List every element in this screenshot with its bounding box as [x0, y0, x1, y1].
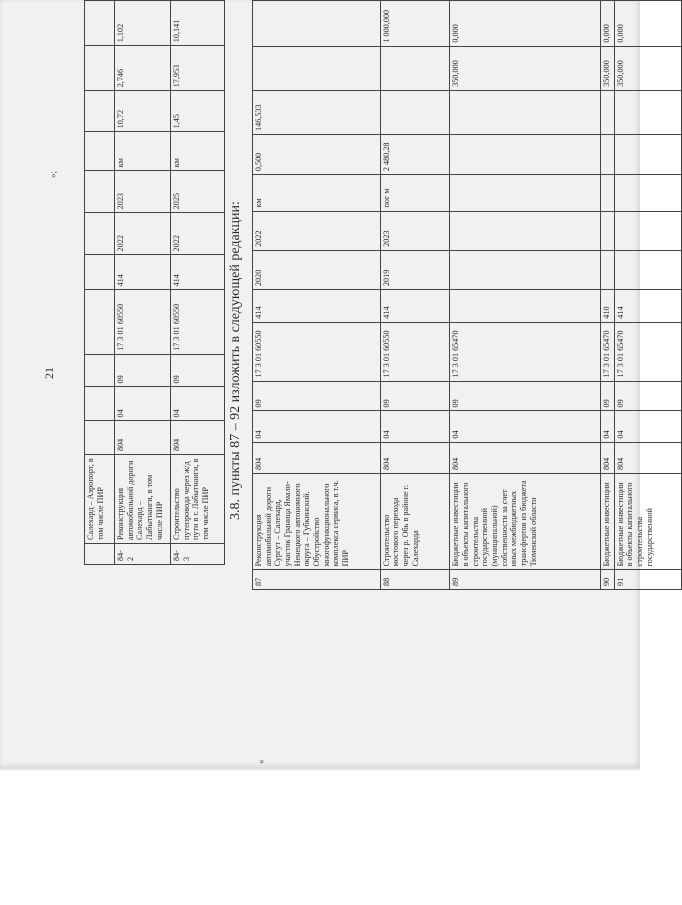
cell-c1: 804 [380, 442, 450, 473]
cell-c1: 804 [171, 421, 225, 455]
cell-v1: 146,533 [253, 90, 381, 134]
cell-c5: 414 [380, 290, 450, 323]
cell-c4: 17 3 01 60550 [171, 290, 225, 354]
cell-c2: 04 [380, 411, 450, 442]
cell-name: Строительство путепровода через ж/д пути в г. Лабытнанги, в том числе ПИР [171, 455, 225, 544]
cell-qty [450, 134, 600, 174]
cell-qty: 0,500 [253, 134, 381, 174]
table-row [253, 1, 381, 590]
cell-c5: 414 [171, 255, 225, 290]
cell-y2 [614, 211, 681, 250]
table-main [252, 0, 682, 590]
cell-c3: 09 [253, 381, 381, 411]
cell-v2 [380, 46, 450, 90]
cell-y2: 2025 [171, 171, 225, 213]
cell-c5 [85, 255, 115, 290]
cell-num: 91 [614, 570, 681, 590]
table-row [600, 1, 614, 590]
cell-c1: 804 [450, 442, 600, 473]
cell-unit: км [115, 132, 171, 171]
cell-c1: 804 [614, 442, 681, 473]
cell-num [85, 543, 115, 564]
cell-num: 88 [380, 570, 450, 590]
cell-num: 84-3 [171, 543, 225, 564]
cell-v2: 1,102 [115, 1, 171, 46]
cell-c3: 09 [600, 381, 614, 411]
cell-unit: км [171, 132, 225, 171]
cell-c4: 17 3 01 60550 [253, 322, 381, 381]
cell-unit: км [253, 175, 381, 211]
cell-v2: 350,000 [450, 46, 600, 90]
cell-name: Реконструкция автомобильной дороги Сургут – Салехард, участок Граница Ямало-Ненецкого автономного округа – Губкинский. Обустройство многофункционального комплекса сервиса, в т.ч. ПИР [253, 474, 381, 570]
cell-c1: 804 [115, 421, 171, 455]
cell-unit [614, 175, 681, 211]
cell-c2: 04 [450, 411, 600, 442]
cell-y1: 2022 [171, 213, 225, 255]
cell-num: 90 [600, 570, 614, 590]
cell-y1 [450, 250, 600, 289]
cell-unit [600, 175, 614, 211]
cell-v3: 1 000,000 [380, 1, 450, 47]
cell-v2 [253, 46, 381, 90]
cell-c2: 04 [253, 411, 381, 442]
cell-c4: 17 3 01 60550 [115, 290, 171, 354]
table-row [85, 1, 115, 565]
table-top [84, 0, 225, 565]
cell-c4: 17 3 01 65470 [614, 322, 681, 381]
cell-c1: 804 [253, 442, 381, 473]
cell-c3 [85, 354, 115, 387]
cell-v2: 350,000 [600, 46, 614, 90]
cell-y1 [600, 250, 614, 289]
cell-v1: 2,746 [115, 46, 171, 91]
cell-c4 [85, 290, 115, 354]
cell-c5: 414 [614, 290, 681, 323]
cell-name: Бюджетные инвестиции в объекты капитального строительства государственной [614, 474, 681, 570]
closing-quote-mark: »; [48, 170, 58, 178]
cell-v1 [600, 90, 614, 134]
cell-v1: 17,953 [171, 46, 225, 91]
table-row [380, 1, 450, 590]
cell-c2: 04 [600, 411, 614, 442]
cell-c2: 04 [614, 411, 681, 442]
cell-y2 [85, 171, 115, 213]
cell-v2: 10,141 [171, 1, 225, 46]
cell-c4: 17 3 01 65470 [600, 322, 614, 381]
cell-name: Строительство мостового перехода через р. Обь в районе г. Салехарда [380, 474, 450, 570]
cell-qty [600, 134, 614, 174]
cell-c2: 04 [171, 387, 225, 421]
cell-c3: 09 [614, 381, 681, 411]
cell-c2 [85, 387, 115, 421]
cell-unit [450, 175, 600, 211]
cell-y2: 2023 [115, 171, 171, 213]
cell-qty [85, 91, 115, 132]
cell-y2 [450, 211, 600, 250]
cell-y2 [600, 211, 614, 250]
cell-y1 [85, 213, 115, 255]
cell-v2: 350,000 [614, 46, 681, 90]
cell-c3: 09 [171, 354, 225, 387]
table-row [450, 1, 600, 590]
cell-y2: 2023 [380, 211, 450, 250]
table-row [115, 1, 171, 565]
cell-name: Салехард – Аэропорт, в том числе ПИР [85, 455, 115, 544]
cell-v3: 0,000 [450, 1, 600, 47]
opening-quote-mark: « [256, 759, 266, 764]
cell-v1 [450, 90, 600, 134]
cell-v3 [253, 1, 381, 47]
cell-y2: 2022 [253, 211, 381, 250]
cell-v3: 0,000 [614, 1, 681, 47]
cell-num: 87 [253, 570, 381, 590]
section-heading: 3.8. пункты 87 – 92 изложить в следующей редакции: [228, 201, 243, 520]
cell-v1 [380, 90, 450, 134]
cell-v1 [614, 90, 681, 134]
cell-unit: пог м [380, 175, 450, 211]
cell-unit [85, 132, 115, 171]
cell-c4: 17 3 01 60550 [380, 322, 450, 381]
cell-c3: 09 [450, 381, 600, 411]
cell-y1: 2022 [115, 213, 171, 255]
table-row [171, 1, 225, 565]
cell-c5: 414 [115, 255, 171, 290]
table-row [614, 1, 681, 590]
cell-c5: 410 [600, 290, 614, 323]
cell-qty: 10,72 [115, 91, 171, 132]
cell-c4: 17 3 01 65470 [450, 322, 600, 381]
cell-c3: 09 [115, 354, 171, 387]
cell-v1 [85, 46, 115, 91]
cell-c5 [450, 290, 600, 323]
cell-c1 [85, 421, 115, 455]
cell-num: 84-2 [115, 543, 171, 564]
cell-num: 89 [450, 570, 600, 590]
cell-name: Бюджетные инвестиции [600, 474, 614, 570]
cell-v2 [85, 1, 115, 46]
cell-name: Реконструкция автомобильной дороги Салехард – Лабытнанги, в том числе ПИР [115, 455, 171, 544]
cell-y1: 2019 [380, 250, 450, 289]
page-number: 21 [42, 367, 56, 379]
cell-name: Бюджетные инвестиции в объекты капитального строительства государственной (муниципальной) собственности за счет иных межбюджетных трансфертов из бюджета Тюменской области [450, 474, 600, 570]
cell-y1: 2020 [253, 250, 381, 289]
cell-c2: 04 [115, 387, 171, 421]
cell-qty [614, 134, 681, 174]
cell-c5: 414 [253, 290, 381, 323]
cell-c3: 09 [380, 381, 450, 411]
cell-y1 [614, 250, 681, 289]
cell-c1: 804 [600, 442, 614, 473]
cell-qty: 2 480,28 [380, 134, 450, 174]
cell-v3: 0,000 [600, 1, 614, 47]
page-edge-shadow [0, 768, 640, 771]
cell-qty: 1,45 [171, 91, 225, 132]
